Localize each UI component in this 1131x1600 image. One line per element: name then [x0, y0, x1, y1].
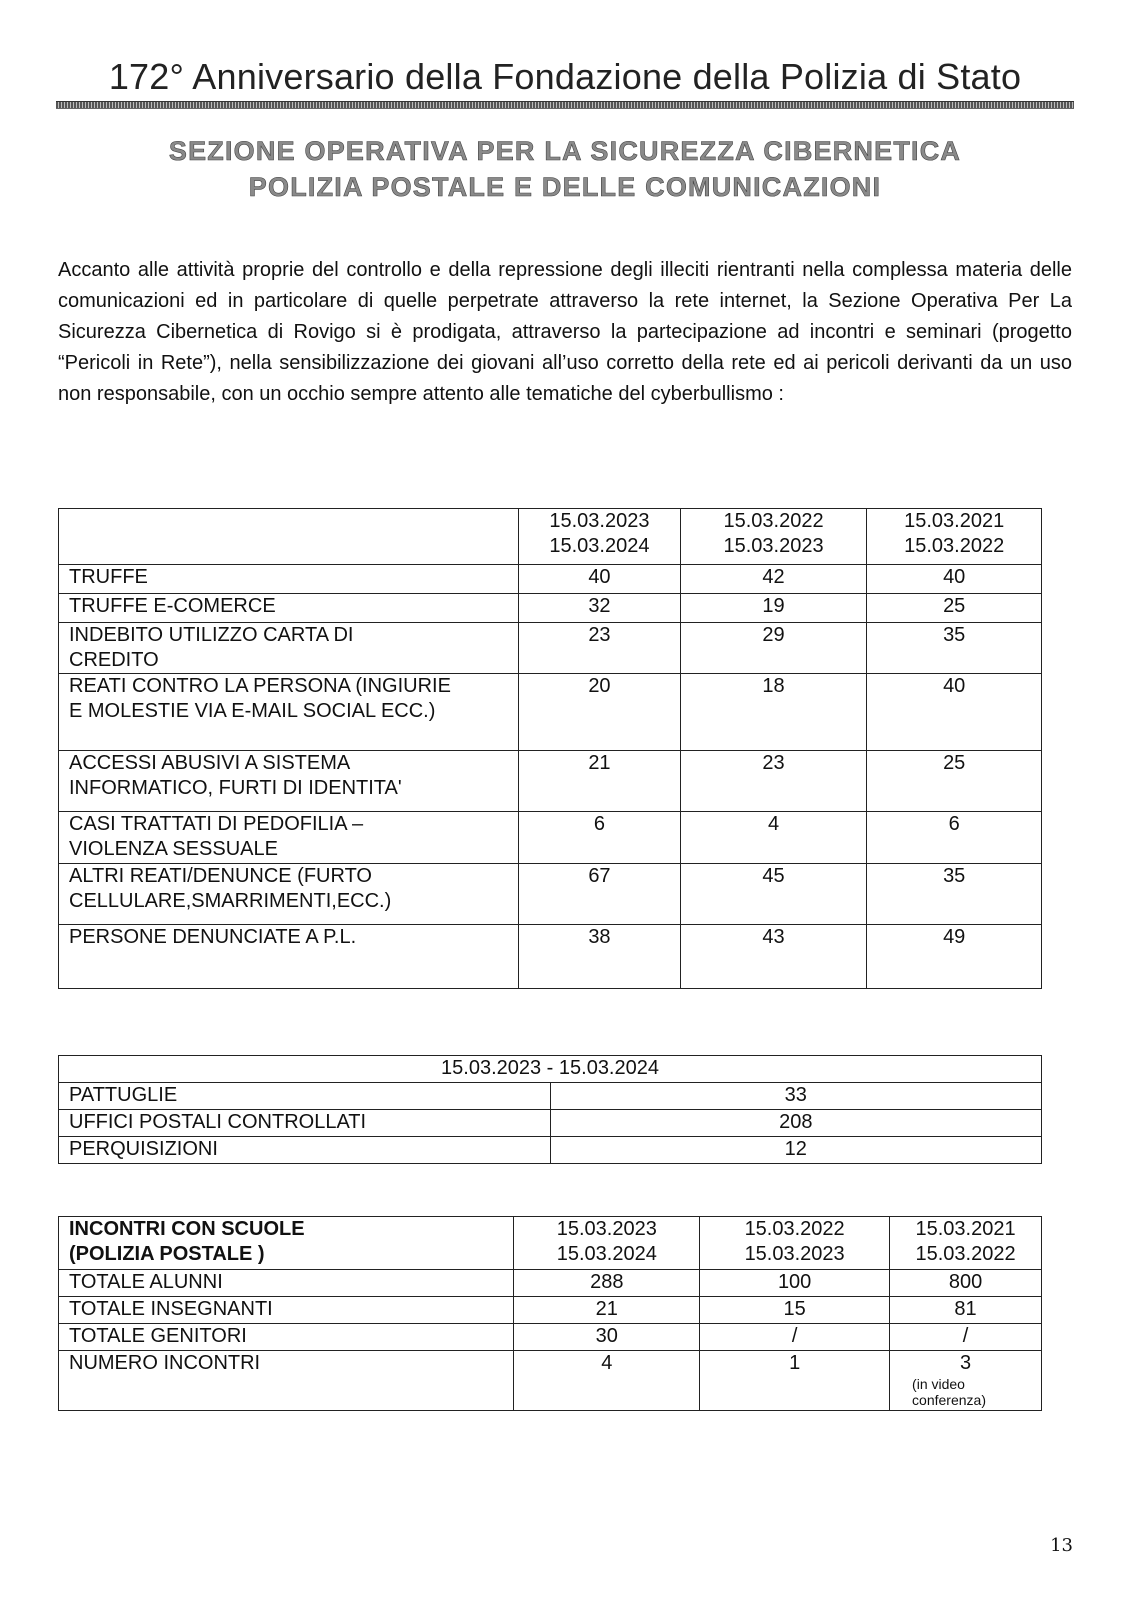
row-value: 67 — [519, 864, 680, 925]
table-row — [59, 565, 1042, 594]
table-row — [59, 812, 1042, 864]
page-header-title: 172° Anniversario della Fondazione della Polizia di Stato — [108, 56, 1022, 97]
table-row — [59, 1110, 1042, 1137]
row-label: PERQUISIZIONI — [59, 1137, 551, 1164]
row-label: PERSONE DENUNCIATE A P.L. — [59, 925, 519, 989]
table-row — [59, 674, 1042, 751]
row-label: REATI CONTRO LA PERSONA (INGIURIE E MOLESTIE VIA E-MAIL SOCIAL ECC.) — [59, 674, 519, 751]
table-row — [59, 1137, 1042, 1164]
school-meetings-table — [58, 1216, 1042, 1411]
row-label: ACCESSI ABUSIVI A SISTEMA INFORMATICO, FURTI DI IDENTITA' — [59, 751, 519, 812]
video-conference-note: (in video conferenza) — [912, 1376, 986, 1408]
row-value: 49 — [867, 925, 1042, 989]
table-row — [59, 1083, 1042, 1110]
row-value: 33 — [550, 1083, 1041, 1110]
period-header: 15.03.2023 15.03.2024 — [514, 1217, 700, 1270]
table-row — [59, 623, 1042, 674]
row-label: UFFICI POSTALI CONTROLLATI — [59, 1110, 551, 1137]
row-value: 40 — [867, 565, 1042, 594]
section-title-line2: POLIZIA POSTALE E DELLE COMUNICAZIONI — [248, 172, 882, 202]
row-value: 21 — [514, 1297, 700, 1324]
row-label: TOTALE GENITORI — [59, 1324, 514, 1351]
row-value: 19 — [680, 594, 867, 623]
header-empty-cell — [59, 509, 519, 565]
row-value: 35 — [867, 623, 1042, 674]
table-row — [59, 594, 1042, 623]
section-title-line1: SEZIONE OPERATIVA PER LA SICUREZZA CIBERNETICA — [168, 136, 962, 166]
row-value: 6 — [519, 812, 680, 864]
table-header-row — [59, 1217, 1042, 1270]
row-value: 21 — [519, 751, 680, 812]
row-label: TOTALE INSEGNANTI — [59, 1297, 514, 1324]
crimes-table — [58, 508, 1042, 989]
table-row — [59, 864, 1042, 925]
period-header: 15.03.2022 15.03.2023 — [680, 509, 867, 565]
row-label: PATTUGLIE — [59, 1083, 551, 1110]
row-value: 25 — [867, 751, 1042, 812]
period-header: 15.03.2023 15.03.2024 — [519, 509, 680, 565]
row-value: 29 — [680, 623, 867, 674]
row-value: 23 — [519, 623, 680, 674]
row-label: TRUFFE E-COMERCE — [59, 594, 519, 623]
row-value: 288 — [514, 1270, 700, 1297]
row-value: / — [890, 1324, 1042, 1351]
row-value: 45 — [680, 864, 867, 925]
table-row — [59, 751, 1042, 812]
row-value: 30 — [514, 1324, 700, 1351]
row-value: 800 — [890, 1270, 1042, 1297]
row-value: 208 — [550, 1110, 1041, 1137]
row-value: / — [700, 1324, 890, 1351]
table-row — [59, 1297, 1042, 1324]
row-value: 23 — [680, 751, 867, 812]
period-header: 15.03.2021 15.03.2022 — [867, 509, 1042, 565]
row-value: 3 (in video conferenza) — [890, 1351, 1042, 1411]
row-label: TRUFFE — [59, 565, 519, 594]
table-row — [59, 1270, 1042, 1297]
row-value: 15 — [700, 1297, 890, 1324]
row-value: 18 — [680, 674, 867, 751]
row-value: 1 — [700, 1351, 890, 1411]
period-header: 15.03.2021 15.03.2022 — [890, 1217, 1042, 1270]
table-row — [59, 925, 1042, 989]
table-row — [59, 1351, 1042, 1411]
row-value: 32 — [519, 594, 680, 623]
period-header: 15.03.2023 - 15.03.2024 — [59, 1056, 1042, 1083]
row-value: 43 — [680, 925, 867, 989]
table-header-row — [59, 1056, 1042, 1083]
row-value: 38 — [519, 925, 680, 989]
table-title-cell: INCONTRI CON SCUOLE (POLIZIA POSTALE ) — [59, 1217, 514, 1270]
row-value: 40 — [519, 565, 680, 594]
row-value: 42 — [680, 565, 867, 594]
row-value: 100 — [700, 1270, 890, 1297]
row-value: 40 — [867, 674, 1042, 751]
row-value: 6 — [867, 812, 1042, 864]
row-value: 4 — [680, 812, 867, 864]
row-value: 25 — [867, 594, 1042, 623]
header-rule — [56, 101, 1074, 109]
row-value: 35 — [867, 864, 1042, 925]
page-number: 13 — [1050, 1535, 1073, 1556]
row-label: ALTRI REATI/DENUNCE (FURTO CELLULARE,SMARRIMENTI,ECC.) — [59, 864, 519, 925]
row-value: 12 — [550, 1137, 1041, 1164]
row-value: 4 — [514, 1351, 700, 1411]
row-label: INDEBITO UTILIZZO CARTA DI CREDITO — [59, 623, 519, 674]
intro-paragraph: Accanto alle attività proprie del controllo e della repressione degli illeciti rientranti nella complessa materia delle comunicazioni ed in particolare di quelle perpetrate attraverso la rete internet, la Sezione Operativa Per La Sicurezza Cibernetica di Rovigo si è prodigata, attraverso la partecipazione ad incontri e seminari (progetto “Pericoli in Rete”), nella sensibilizzazione dei giovani all’uso corretto della rete ed ai pericoli derivanti da un uso non responsabile, con un occhio sempre attento alle tematiche del cyberbullismo : — [58, 259, 1072, 405]
row-label: NUMERO INCONTRI — [59, 1351, 514, 1411]
row-value: 81 — [890, 1297, 1042, 1324]
row-label: CASI TRATTATI DI PEDOFILIA – VIOLENZA SESSUALE — [59, 812, 519, 864]
row-label: TOTALE ALUNNI — [59, 1270, 514, 1297]
table-header-row — [59, 509, 1042, 565]
period-header: 15.03.2022 15.03.2023 — [700, 1217, 890, 1270]
table-row — [59, 1324, 1042, 1351]
row-value: 20 — [519, 674, 680, 751]
activities-table — [58, 1055, 1042, 1164]
